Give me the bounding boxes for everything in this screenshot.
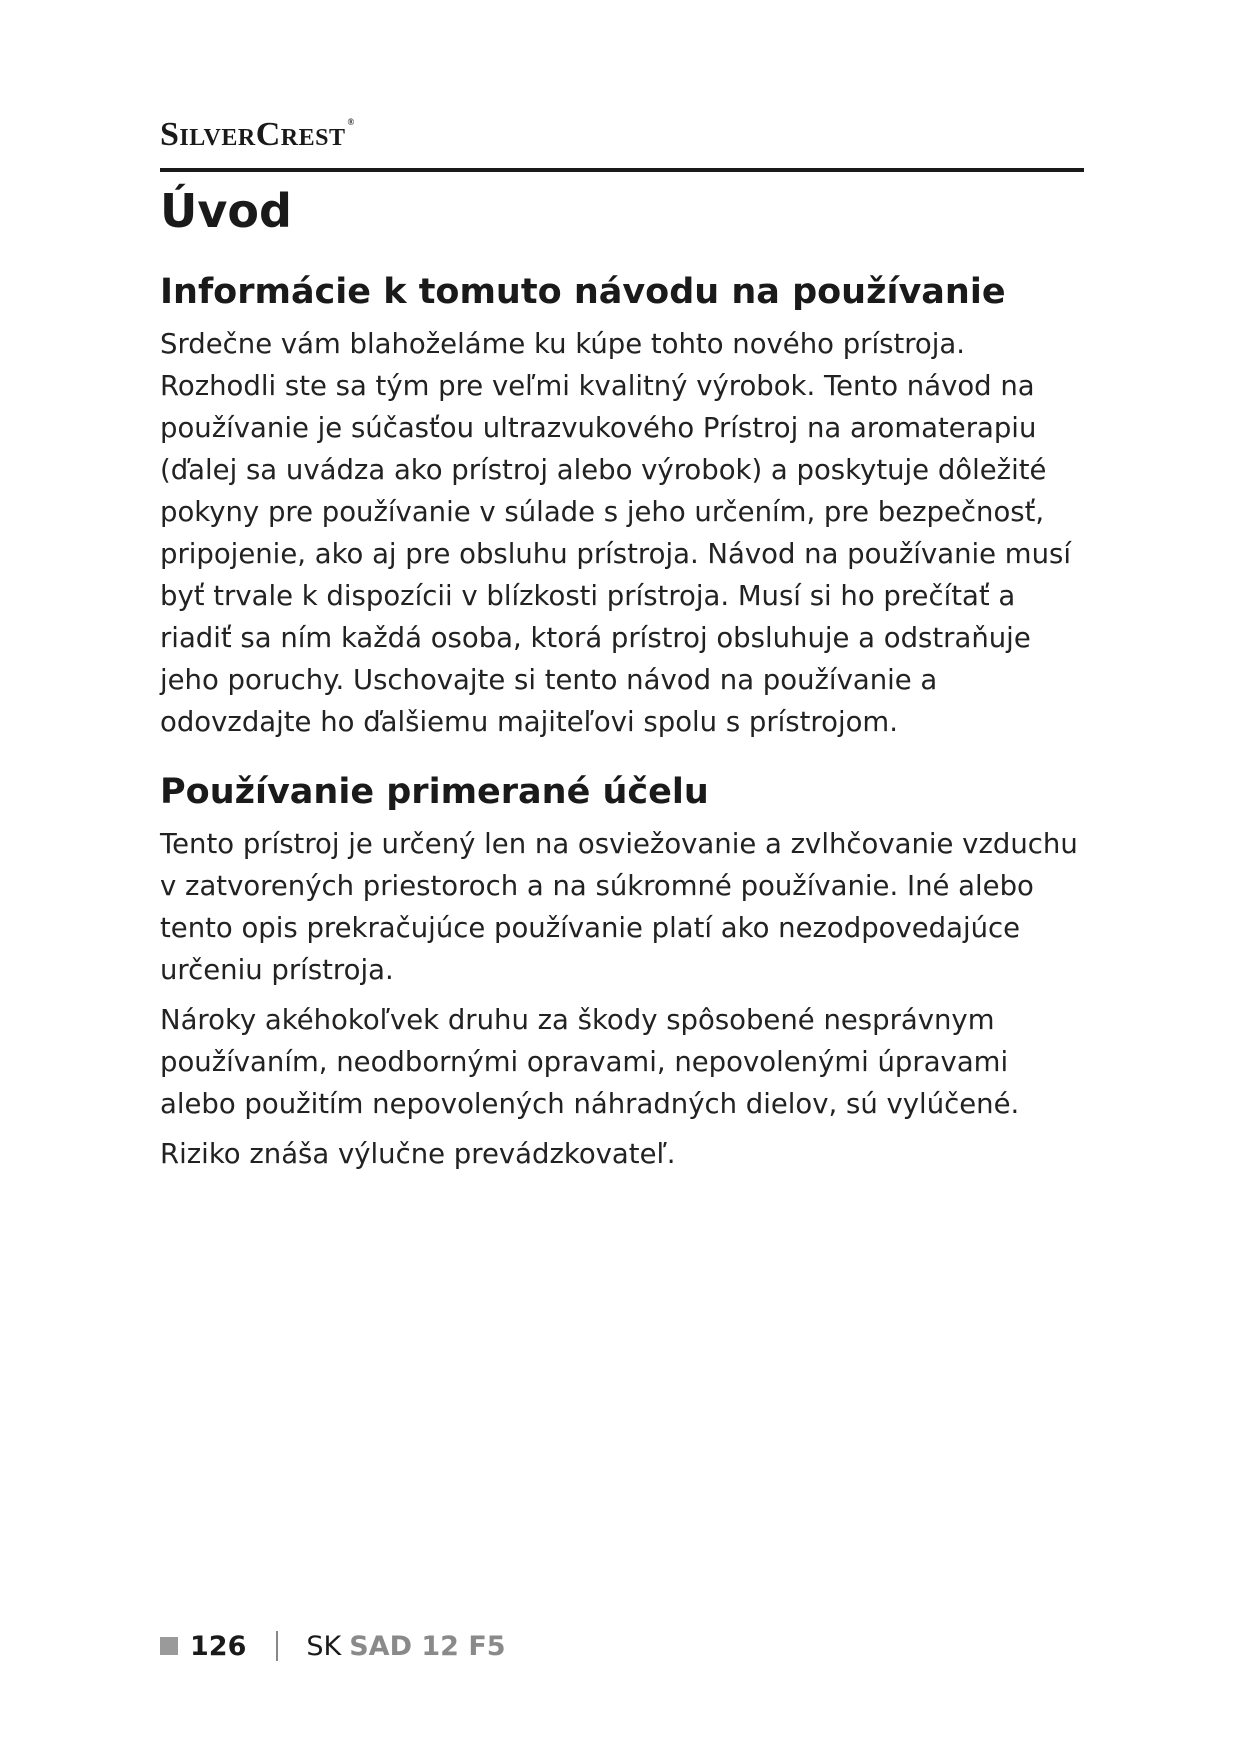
section-paragraph: Riziko znáša výlučne prevádzkovateľ. <box>160 1137 676 1170</box>
footer-divider <box>276 1631 278 1661</box>
brand-logo <box>160 118 1084 158</box>
square-marker-icon <box>160 1637 178 1655</box>
language-code: SK <box>306 1630 342 1662</box>
model-number: SAD 12 F5 <box>349 1630 506 1662</box>
page-number: 126 <box>190 1630 247 1662</box>
page-title: Úvod <box>160 184 292 238</box>
document-page <box>160 118 1084 1175</box>
section-paragraph: Srdečne vám blahoželáme ku kúpe tohto nového prístroja. Rozhodli ste sa tým pre veľmi kvalitný výrobok. Tento návod na používanie je súčasťou ultrazvukového Prístroj na aromaterapiu (ďalej sa uvádza ako prístroj alebo výrobok) a poskytuje dôležité pokyny pre používanie v súlade s jeho určením, pre bezpečnosť, pripojenie, ako aj pre obsluhu prístroja. Návod na používanie musí byť trvale k dispozícii v blízkosti prístroja. Musí si ho prečítať a riadiť sa ním každá osoba, ktorá prístroj obsluhuje a odstraňuje jeho poruchy. Uschovajte si tento návod na používanie a odovzdajte ho ďalšiemu majiteľovi spolu s prístrojom. <box>160 327 1071 738</box>
section-paragraph: Nároky akéhokoľvek druhu za škody spôsobené nesprávnym používaním, neodbornými opravami, nepovolenými úpravami alebo použitím nepovolených náhradných dielov, sú vylúčené. <box>160 1003 1020 1120</box>
section-heading-intended-use: Používanie primerané účelu <box>160 771 709 812</box>
section-paragraph: Tento prístroj je určený len na osviežovanie a zvlhčovanie vzduchu v zatvorených priestoroch a na súkromné používanie. Iné alebo tento opis prekračujúce používanie platí ako nezodpovedajúce určeniu prístroja. <box>160 827 1078 986</box>
brand-registered-mark: ® <box>347 117 355 127</box>
page-footer <box>160 1626 506 1666</box>
header-rule <box>160 168 1084 172</box>
section-heading-manual-info: Informácie k tomuto návodu na používanie <box>160 271 1006 312</box>
brand-name: SilverCrest <box>160 116 346 153</box>
